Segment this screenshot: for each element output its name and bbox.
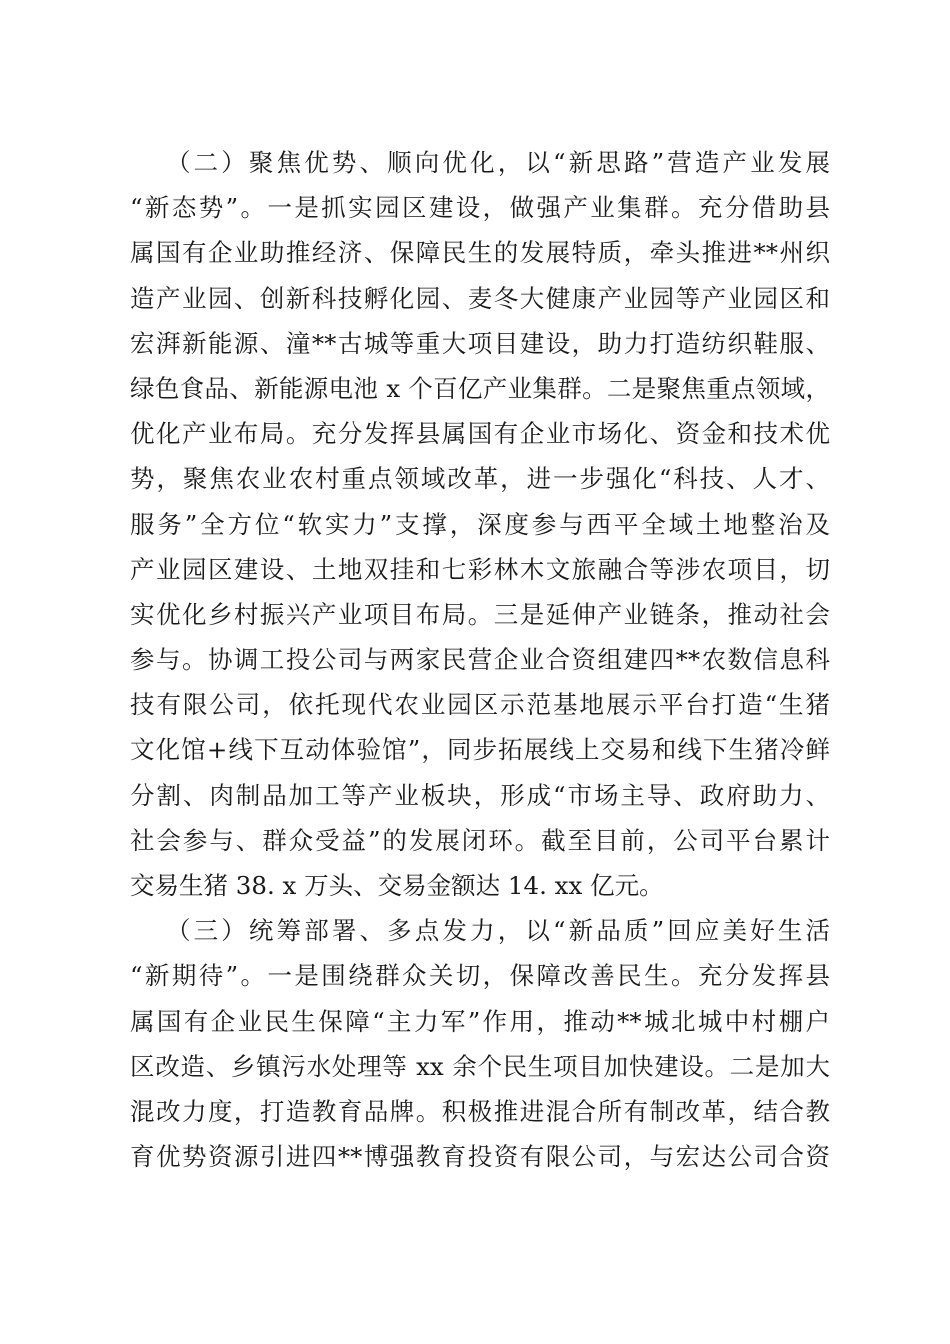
paragraph-line: 优化产业布局。充分发挥县属国有企业市场化、资金和技术优 bbox=[130, 419, 830, 449]
paragraph-line: 区改造、乡镇污水处理等 xx 余个民生项目加快建设。二是加大 bbox=[130, 1051, 830, 1081]
paragraph-line: 势，聚焦农业农村重点领域改革，进一步强化“科技、人才、 bbox=[130, 464, 830, 494]
paragraph-line: “新期待”。一是围绕群众关切，保障改善民生。充分发挥县 bbox=[130, 961, 830, 991]
paragraph-line: 服务”全方位“软实力”支撑，深度参与西平全域土地整治及 bbox=[130, 509, 830, 539]
paragraph-line: 技有限公司，依托现代农业园区示范基地展示平台打造“生猪 bbox=[130, 690, 830, 720]
paragraph-line: 文化馆+线下互动体验馆”，同步拓展线上交易和线下生猪冷鲜 bbox=[130, 735, 830, 765]
paragraph-line: 分割、肉制品加工等产业板块，形成“市场主导、政府助力、 bbox=[130, 780, 830, 810]
paragraph-line: “新态势”。一是抓实园区建设，做强产业集群。充分借助县 bbox=[130, 193, 830, 223]
paragraph-line: 混改力度，打造教育品牌。积极推进混合所有制改革，结合教 bbox=[130, 1096, 830, 1126]
paragraph-section-2 bbox=[130, 140, 830, 908]
paragraph-line: 宏湃新能源、潼**古城等重大项目建设，助力打造纺织鞋服、 bbox=[130, 328, 830, 358]
paragraph-line: 属国有企业民生保障“主力军”作用，推动**城北城中村棚户 bbox=[130, 1006, 830, 1036]
paragraph-line: 产业园区建设、土地双挂和七彩林木文旅融合等涉农项目，切 bbox=[130, 554, 830, 584]
paragraph-line: （二）聚焦优势、顺向优化，以“新思路”营造产业发展 bbox=[166, 148, 830, 177]
paragraph-line: （三）统筹部署、多点发力，以“新品质”回应美好生活 bbox=[166, 916, 830, 946]
paragraph-line: 属国有企业助推经济、保障民生的发展特质，牵头推进**州织 bbox=[130, 238, 830, 268]
paragraph-line: 社会参与、群众受益”的发展闭环。截至目前，公司平台累计 bbox=[130, 825, 830, 855]
paragraph-section-3 bbox=[130, 908, 830, 1179]
paragraph-line: 绿色食品、新能源电池 x 个百亿产业集群。二是聚焦重点领域， bbox=[130, 373, 830, 403]
paragraph-line: 造产业园、创新科技孵化园、麦冬大健康产业园等产业园区和 bbox=[130, 283, 830, 313]
paragraph-line: 实优化乡村振兴产业项目布局。三是延伸产业链条，推动社会 bbox=[130, 599, 830, 629]
paragraph-line: 参与。协调工投公司与两家民营企业合资组建四**农数信息科 bbox=[130, 645, 830, 675]
document-body bbox=[130, 140, 830, 1179]
paragraph-line: 交易生猪 38. x 万头、交易金额达 14. xx 亿元。 bbox=[130, 871, 664, 900]
paragraph-line: 育优势资源引进四**博强教育投资有限公司，与宏达公司合资 bbox=[130, 1142, 830, 1172]
